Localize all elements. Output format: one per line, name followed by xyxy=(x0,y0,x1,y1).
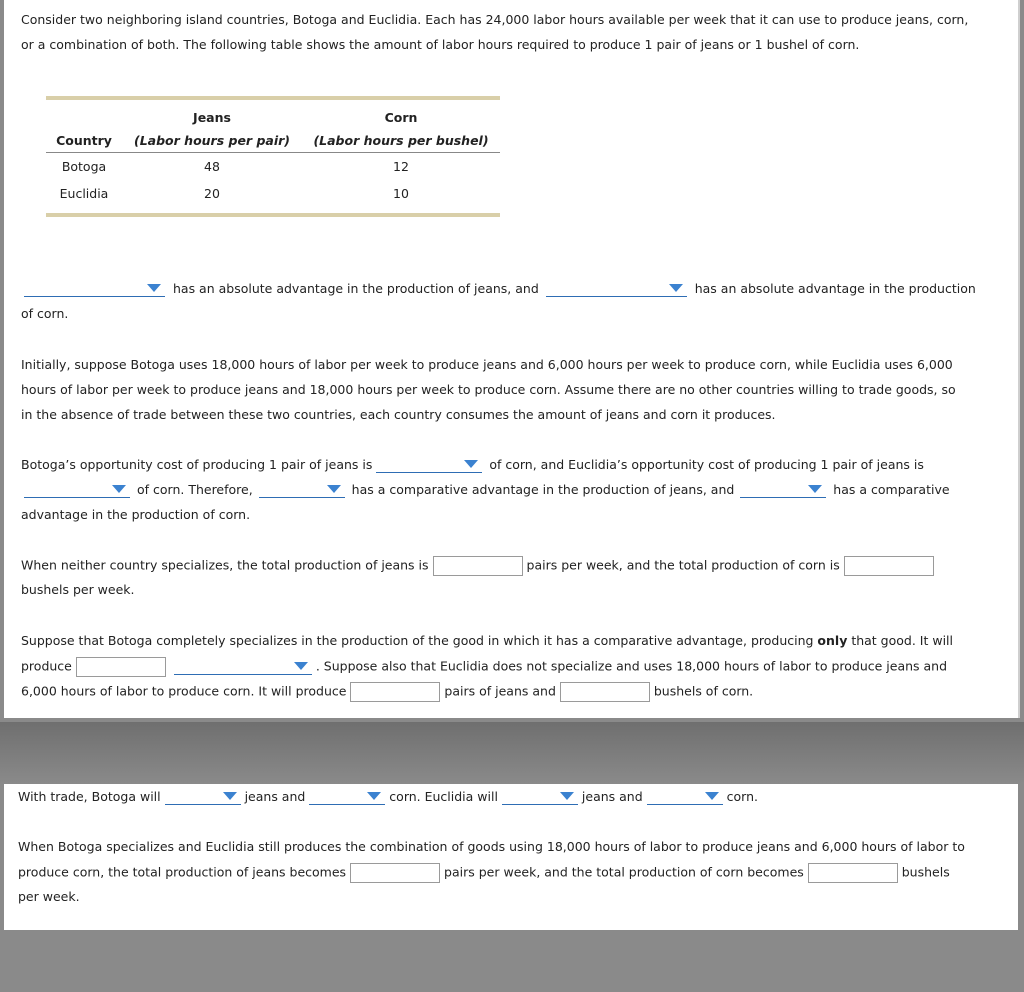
euclidia-jeans-trade-dropdown[interactable] xyxy=(502,790,578,805)
table-bottom-rule xyxy=(46,213,500,217)
q5-text-2: jeans and xyxy=(244,789,306,804)
page-footer-gray xyxy=(0,930,1024,992)
divider-band xyxy=(0,722,1024,784)
table-cell-country: Botoga xyxy=(61,159,107,174)
table-header-corn: Corn xyxy=(384,110,418,125)
scenario-line-2: hours of labor per week to produce jeans and 18,000 hours per week to produce corn. Assume there are no other countries willing to trade goods, so xyxy=(21,382,956,397)
q2-text-1: Botoga’s opportunity cost of producing 1 pair of jeans is xyxy=(21,457,373,472)
q4-text-4: 6,000 hours of labor to produce corn. It will produce xyxy=(21,683,347,699)
q6-text-2: produce corn, the total production of jeans becomes xyxy=(18,864,347,880)
opportunity-cost-line-2 xyxy=(24,481,950,499)
chevron-down-icon xyxy=(464,460,478,468)
botoga-jeans-trade-dropdown[interactable] xyxy=(165,790,241,805)
opportunity-cost-line-1 xyxy=(21,456,924,474)
trade-line xyxy=(18,788,758,806)
euclidia-jeans-input[interactable] xyxy=(350,682,440,702)
total-corn-specialized-input[interactable] xyxy=(808,863,898,883)
table-cell-jeans: 20 xyxy=(204,186,220,201)
no-specialization-line xyxy=(21,556,934,576)
q3-text-3: bushels per week. xyxy=(21,582,135,597)
chevron-down-icon xyxy=(669,284,683,292)
q6-text-3: pairs per week, and the total production of corn becomes xyxy=(444,864,804,880)
total-corn-input[interactable] xyxy=(844,556,934,576)
table-cell-corn: 10 xyxy=(393,186,409,201)
intro-line-2: or a combination of both. The following table shows the amount of labor hours required to produce 1 pair of jeans or 1 bushel of corn. xyxy=(21,37,860,52)
chevron-down-icon xyxy=(367,792,381,800)
q2-text-4: has a comparative advantage in the production of jeans, and xyxy=(351,482,735,497)
table-header-country: Country xyxy=(56,133,112,148)
specialization-line-1 xyxy=(21,632,953,650)
table-cell-country: Euclidia xyxy=(59,186,109,201)
table-header-rule xyxy=(46,152,500,153)
comparative-advantage-jeans-dropdown[interactable] xyxy=(259,483,345,498)
botoga-produce-good-dropdown[interactable] xyxy=(174,660,312,675)
table-cell-jeans: 48 xyxy=(204,159,220,174)
q5-text-1: With trade, Botoga will xyxy=(18,789,161,804)
q6-text-4: bushels xyxy=(901,864,950,880)
chevron-down-icon xyxy=(808,485,822,493)
q2-text-5: has a comparative xyxy=(833,482,950,497)
q5-text-3: corn. Euclidia will xyxy=(389,789,498,804)
q4-text-5: pairs of jeans and xyxy=(444,683,556,699)
q1-text-3: of corn. xyxy=(21,306,69,321)
q1-text-2: has an absolute advantage in the production xyxy=(694,281,976,296)
table-top-rule xyxy=(46,96,500,100)
euclidia-corn-input[interactable] xyxy=(560,682,650,702)
absolute-advantage-question xyxy=(24,280,976,298)
table-header-jeans: Jeans xyxy=(193,110,231,125)
botoga-produce-quantity-input[interactable] xyxy=(76,657,166,677)
chevron-down-icon xyxy=(223,792,237,800)
chevron-down-icon xyxy=(327,485,341,493)
chevron-down-icon xyxy=(112,485,126,493)
q5-text-4: jeans and xyxy=(581,789,643,804)
q1-text-1: has an absolute advantage in the production of jeans, and xyxy=(172,281,539,296)
intro-line-1: Consider two neighboring island countries, Botoga and Euclidia. Each has 24,000 labor hours available per week that it can use to produce jeans, corn, xyxy=(21,12,969,27)
table-unit-corn: (Labor hours per bushel) xyxy=(313,133,489,148)
comparative-advantage-corn-dropdown[interactable] xyxy=(740,483,826,498)
euclidia-corn-trade-dropdown[interactable] xyxy=(647,790,723,805)
q4-text-3: . Suppose also that Euclidia does not specialize and uses 18,000 hours of labor to produce jeans and xyxy=(315,658,948,674)
scenario-line-1: Initially, suppose Botoga uses 18,000 hours of labor per week to produce jeans and 6,000 hours per week to produce corn, while Euclidia uses 6,000 xyxy=(21,357,953,372)
q4-text-6: bushels of corn. xyxy=(653,683,754,699)
q6-text-5: per week. xyxy=(18,889,80,904)
specialization-line-2 xyxy=(21,657,947,677)
q4-text-1a: Suppose that Botoga completely specializes in the production of the good in which it has a comparative advantage, producing xyxy=(21,633,818,648)
chevron-down-icon xyxy=(560,792,574,800)
q4-text-1c: that good. It will xyxy=(847,633,953,648)
q5-text-5: corn. xyxy=(726,789,758,804)
table-unit-jeans: (Labor hours per pair) xyxy=(134,133,290,148)
q2-text-2: of corn, and Euclidia’s opportunity cost of producing 1 pair of jeans is xyxy=(489,457,924,472)
botoga-corn-trade-dropdown[interactable] xyxy=(309,790,385,805)
q4-text-2: produce xyxy=(21,658,72,674)
q4-text-1b: only xyxy=(817,633,848,648)
botoga-opportunity-cost-dropdown[interactable] xyxy=(376,458,482,473)
total-with-trade-line xyxy=(18,863,950,883)
q3-text-2: pairs per week, and the total production of corn is xyxy=(526,557,840,573)
euclidia-opportunity-cost-dropdown[interactable] xyxy=(24,483,130,498)
q2-text-3: of corn. Therefore, xyxy=(136,482,253,497)
specialization-line-3 xyxy=(21,682,753,702)
q2-text-6: advantage in the production of corn. xyxy=(21,507,251,522)
total-jeans-input[interactable] xyxy=(433,556,523,576)
chevron-down-icon xyxy=(294,662,308,670)
absolute-advantage-corn-dropdown[interactable] xyxy=(546,282,687,297)
q6-text-1: When Botoga specializes and Euclidia still produces the combination of goods using 18,000 hours of labor to produce jeans and 6,000 hours of labor to xyxy=(18,839,965,854)
q3-text-1: When neither country specializes, the total production of jeans is xyxy=(21,557,429,573)
chevron-down-icon xyxy=(147,284,161,292)
chevron-down-icon xyxy=(705,792,719,800)
scenario-line-3: in the absence of trade between these two countries, each country consumes the amount of jeans and corn it produces. xyxy=(21,407,776,422)
total-jeans-specialized-input[interactable] xyxy=(350,863,440,883)
absolute-advantage-jeans-dropdown[interactable] xyxy=(24,282,165,297)
table-cell-corn: 12 xyxy=(393,159,409,174)
